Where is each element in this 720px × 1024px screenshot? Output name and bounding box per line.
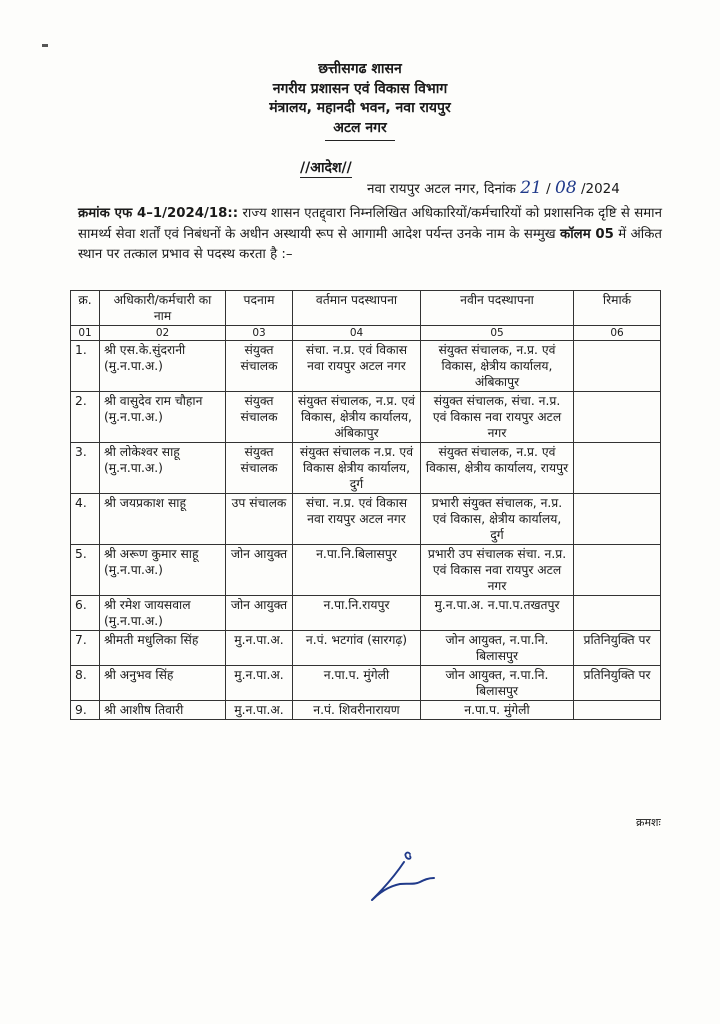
cell-current-posting: न.पा.नि.बिलासपुर [293,545,421,596]
col-number: 02 [100,326,226,341]
cell-designation: संयुक्त संचालक [226,341,293,392]
cell-name: श्री लोकेश्वर साहू (मु.न.पा.अ.) [100,443,226,494]
order-body-part1: राज्य शासन एतद्द्वारा निम्नलिखित अधिकारियों/कर्मचारियों को प्रशासनिक दृष्टि से समान सामर्थ्य सेवा शर्तों एवं निबंधनों के अधीन अस्थायी रूप से आगामी आदेश पर्यन्त उनके नाम के सम्मुख [78,206,662,242]
cell-designation: उप संचालक [226,494,293,545]
table-row [71,701,661,720]
cell-name: श्री जयप्रकाश साहू [100,494,226,545]
cell-new-posting: प्रभारी उप संचालक संचा. न.प्र. एवं विकास नवा रायपुर अटल नगर [421,545,574,596]
dateline [367,178,620,198]
letterhead-address: मंत्रालय, महानदी भवन, नवा रायपुर [269,100,451,116]
table-row [71,631,661,666]
order-body-bold: कॉलम 05 [560,226,614,242]
header-name: अधिकारी/कर्मचारी का नाम [100,291,226,326]
cell-serial: 2. [71,392,100,443]
cell-serial: 1. [71,341,100,392]
letterhead [0,60,720,141]
order-reference: क्रमांक एफ 4–1/2024/18:: [78,206,239,221]
cell-remark [574,443,661,494]
order-title: //आदेश// [300,160,352,176]
cell-serial: 9. [71,701,100,720]
cell-designation: मु.न.पा.अ. [226,666,293,701]
cell-designation: मु.न.पा.अ. [226,631,293,666]
header-current-posting: वर्तमान पदस्थापना [293,291,421,326]
cell-serial: 5. [71,545,100,596]
scan-mark [42,44,48,47]
cell-serial: 7. [71,631,100,666]
header-new-posting: नवीन पदस्थापना [421,291,574,326]
letterhead-government: छत्तीसगढ शासन [318,61,402,77]
cell-current-posting: न.पं. भटगांव (सारगढ़) [293,631,421,666]
table-header-row [71,291,661,326]
cell-designation: संयुक्त संचालक [226,443,293,494]
cell-remark [574,701,661,720]
cell-name: श्री अनुभव सिंह [100,666,226,701]
col-number: 03 [226,326,293,341]
cell-name: श्री रमेश जायसवाल (मु.न.पा.अ.) [100,596,226,631]
cell-new-posting: न.पा.प. मुंगेली [421,701,574,720]
cell-serial: 8. [71,666,100,701]
cell-serial: 3. [71,443,100,494]
table-row [71,596,661,631]
cell-new-posting: संयुक्त संचालक, न.प्र. एवं विकास, क्षेत्रीय कार्यालय, रायपुर [421,443,574,494]
order-body [78,204,662,266]
cell-new-posting: प्रभारी संयुक्त संचालक, न.प्र. एवं विकास, क्षेत्रीय कार्यालय, दुर्ग [421,494,574,545]
table-row [71,545,661,596]
cell-remark [574,392,661,443]
cell-serial: 4. [71,494,100,545]
cell-remark [574,545,661,596]
col-number: 06 [574,326,661,341]
column-number-row [71,326,661,341]
date-day: 21 [520,178,542,198]
posting-table [70,290,661,720]
cell-new-posting: जोन आयुक्त, न.पा.नि. बिलासपुर [421,666,574,701]
table-row [71,392,661,443]
cell-remark [574,494,661,545]
header-serial: क्र. [71,291,100,326]
date-year: 2024 [585,181,620,197]
cell-designation: जोन आयुक्त [226,596,293,631]
header-remark: रिमार्क [574,291,661,326]
date-separator-1: / [546,181,551,197]
cell-designation: जोन आयुक्त [226,545,293,596]
cell-new-posting: संयुक्त संचालक, संचा. न.प्र. एवं विकास नवा रायपुर अटल नगर [421,392,574,443]
cell-name: श्री अरूण कुमार साहू (मु.न.पा.अ.) [100,545,226,596]
cell-new-posting: संयुक्त संचालक, न.प्र. एवं विकास, क्षेत्रीय कार्यालय, अंबिकापुर [421,341,574,392]
cell-new-posting: जोन आयुक्त, न.पा.नि. बिलासपुर [421,631,574,666]
cell-current-posting: न.पा.नि.रायपुर [293,596,421,631]
col-number: 04 [293,326,421,341]
date-month: 08 [555,178,577,198]
signature-icon [360,848,440,908]
cell-current-posting: न.पा.प. मुंगेली [293,666,421,701]
table-row [71,443,661,494]
cell-current-posting: संयुक्त संचालक, न.प्र. एवं विकास, क्षेत्रीय कार्यालय, अंबिकापुर [293,392,421,443]
letterhead-city: अटल नगर [325,119,395,142]
cell-designation: मु.न.पा.अ. [226,701,293,720]
cell-serial: 6. [71,596,100,631]
col-number: 01 [71,326,100,341]
cell-name: श्री एस.के.सुंदरानी (मु.न.पा.अ.) [100,341,226,392]
cell-name: श्री वासुदेव राम चौहान (मु.न.पा.अ.) [100,392,226,443]
date-separator-2: / [580,181,586,197]
letterhead-department: नगरीय प्रशासन एवं विकास विभाग [272,80,448,97]
order-title-wrap [300,158,352,177]
col-number: 05 [421,326,574,341]
table-row [71,341,661,392]
table-row [71,494,661,545]
cell-remark [574,596,661,631]
table-row [71,666,661,701]
cell-new-posting: मु.न.पा.अ. न.पा.प.तखतपुर [421,596,574,631]
continued-note: क्रमशः [636,816,661,829]
date-prefix: नवा रायपुर अटल नगर, दिनांक [367,181,516,197]
cell-current-posting: न.पं. शिवरीनारायण [293,701,421,720]
order-body-part2: में अंकित स्थान पर तत्काल प्रभाव से पदस्थ करता है :– [78,226,663,262]
header-designation: पदनाम [226,291,293,326]
cell-remark [574,341,661,392]
cell-current-posting: संचा. न.प्र. एवं विकास नवा रायपुर अटल नगर [293,341,421,392]
cell-designation: संयुक्त संचालक [226,392,293,443]
cell-remark: प्रतिनियुक्ति पर [574,631,661,666]
cell-name: श्रीमती मधुलिका सिंह [100,631,226,666]
cell-current-posting: संचा. न.प्र. एवं विकास नवा रायपुर अटल नगर [293,494,421,545]
cell-name: श्री आशीष तिवारी [100,701,226,720]
cell-remark: प्रतिनियुक्ति पर [574,666,661,701]
cell-current-posting: संयुक्त संचालक न.प्र. एवं विकास क्षेत्रीय कार्यालय, दुर्ग [293,443,421,494]
